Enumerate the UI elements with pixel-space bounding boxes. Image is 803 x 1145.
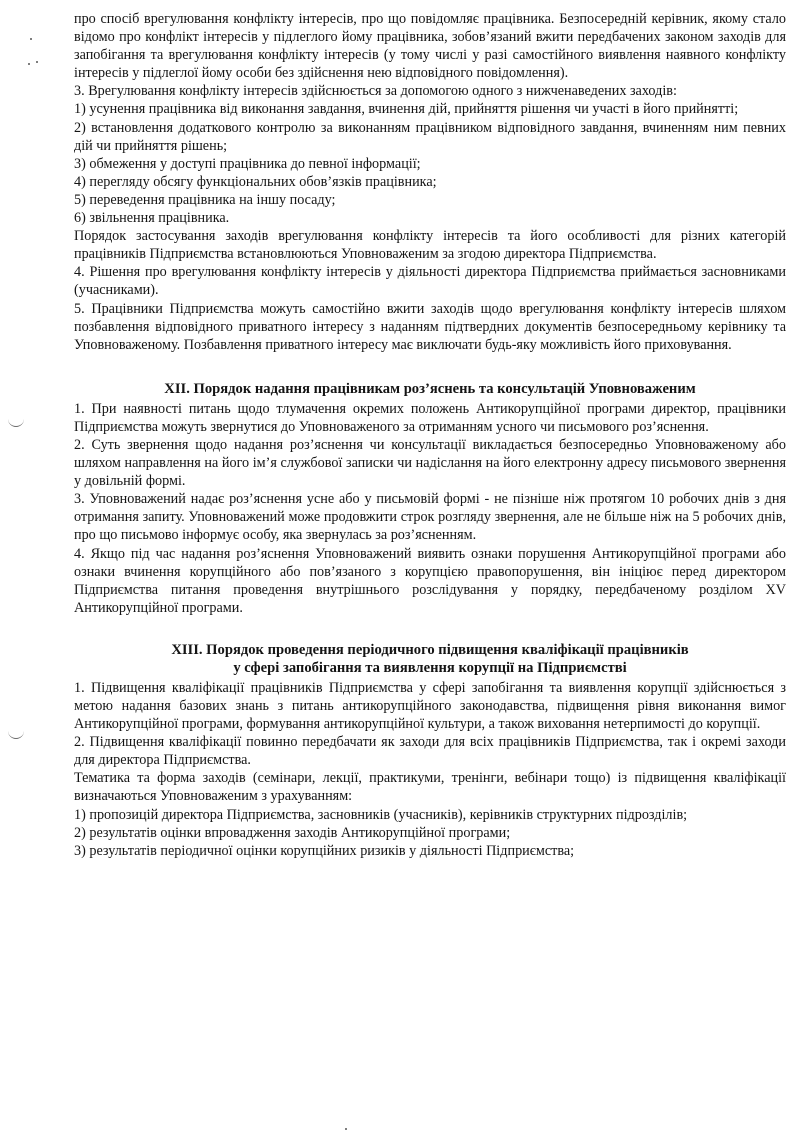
section-13 [74,641,786,860]
scan-speck [30,38,32,40]
paragraph: Тематика та форма заходів (семінари, лекції, практикуми, тренінги, вебінари тощо) із підвищення кваліфікації визначаються Уповноваженим з урахуванням: [74,770,786,805]
list-item: 3) результатів періодичної оцінки корупційних ризиків у діяльності Підприємства; [74,842,575,859]
paragraph: 4. Рішення про врегулювання конфлікту інтересів у діяльності директора Підприємства приймається засновниками (учасниками). [74,264,786,299]
intro-block [74,10,786,354]
document-page [74,10,786,860]
list-item: 5) переведення працівника на іншу посаду; [74,191,336,208]
paragraph: 2. Суть звернення щодо надання роз’яснення чи консультації викладається безпосередньо Уповноваженому або шляхом направлення на його ім’я службової записки чи надіслання на його електронну адресу письмового звернення у довільній формі. [74,436,786,490]
list-item: 3) обмеження у доступі працівника до певної інформації; [74,155,421,172]
list-item: 2) результатів оцінки впровадження заходів Антикорупційної програми; [74,824,511,841]
section-heading: XII. Порядок надання працівникам роз’яснень та консультацій Уповноваженим [164,380,696,397]
paragraph: 1. Підвищення кваліфікації працівників Підприємства у сфері запобігання та виявлення корупції здійснюється з метою надання базових знань з питань антикорупційного законодавства, підвищення рівня виконання вимог Антикорупційної програми, формування антикорупційної культури, а також виховання нетерпимості до корупції. [74,679,786,733]
paragraph: 5. Працівники Підприємства можуть самостійно вжити заходів щодо врегулювання конфлікту інтересів шляхом позбавлення відповідного приватного інтересу з наданням підтвердних документів безпосередньому керівнику та Уповноваженому. Позбавлення приватного інтересу має виключати будь-яку можливість його приховування. [74,300,786,353]
paragraph: 3. Уповноважений надає роз’яснення усне або у письмовій формі - не пізніше ніж протягом 10 робочих днів з дня отримання запиту. Уповноважений може продовжити строк розгляду звернення, але не більше ніж на 5 робочих днів, про що письмово інформує особу, яка звернулась за роз’ясненням. [74,491,786,544]
section-12 [74,380,786,617]
paragraph: 3. Врегулювання конфлікту інтересів здійснюється за допомогою одного з нижченаведених заходів: [74,83,677,100]
paragraph: 1. При наявності питань щодо тлумачення окремих положень Антикорупційної програми директор, працівники Підприємства можуть звернутися до Уповноваженого за отриманням усного чи письмового роз’яснення. [74,400,786,435]
list-item: 4) перегляду обсягу функціональних обов’язків працівника; [74,173,437,190]
section-heading-line: у сфері запобігання та виявлення корупції на Підприємстві [233,659,627,676]
list-item: 1) пропозицій директора Підприємства, засновників (учасників), керівників структурних підрозділів; [74,806,688,823]
paragraph: про спосіб врегулювання конфлікту інтересів, про що повідомляє працівника. Безпосередній керівник, якому стало відомо про конфлікт інтересів у підлеглого йому працівника, зобов’язаний вжити передбачених законом заходів для запобігання та врегулювання конфлікту інтересів (у тому числі у разі самостійного виявлення наявного конфлікту інтересів у підлеглої йому особи без здійснення нею відповідного повідомлення). [74,11,786,82]
punch-hole-mark [8,418,24,427]
paragraph: 2. Підвищення кваліфікації повинно передбачати як заходи для всіх працівників Підприємства, так і окремі заходи для директора Підприємства. [74,734,786,769]
paragraph: 4. Якщо під час надання роз’яснення Уповноважений виявить ознаки порушення Антикорупційної програми або ознаки вчинення корупційного або пов’язаного з корупцією правопорушення, він ініціює перед директором Підприємства питання проведення внутрішнього розслідування у порядку, передбаченому розділом XV Антикорупційної програми. [74,545,786,616]
section-heading-line: XIII. Порядок проведення періодичного підвищення кваліфікації працівників [171,641,689,658]
paragraph: Порядок застосування заходів врегулювання конфлікту інтересів та його особливості для різних категорій працівників Підприємства встановлюються Уповноваженим за згодою директора Підприємства. [74,228,786,263]
punch-hole-mark [8,730,24,739]
scan-speck [36,61,38,63]
list-item: 6) звільнення працівника. [74,210,230,227]
list-item: 1) усунення працівника від виконання завдання, вчинення дій, прийняття рішення чи участі в його прийнятті; [74,101,739,118]
scan-speck [28,63,30,65]
section-heading [74,641,786,677]
scan-speck [345,1128,347,1130]
list-item: 2) встановлення додаткового контролю за виконанням працівником відповідного завдання, вчиненням ним певних дій чи прийняття рішень; [74,119,786,154]
